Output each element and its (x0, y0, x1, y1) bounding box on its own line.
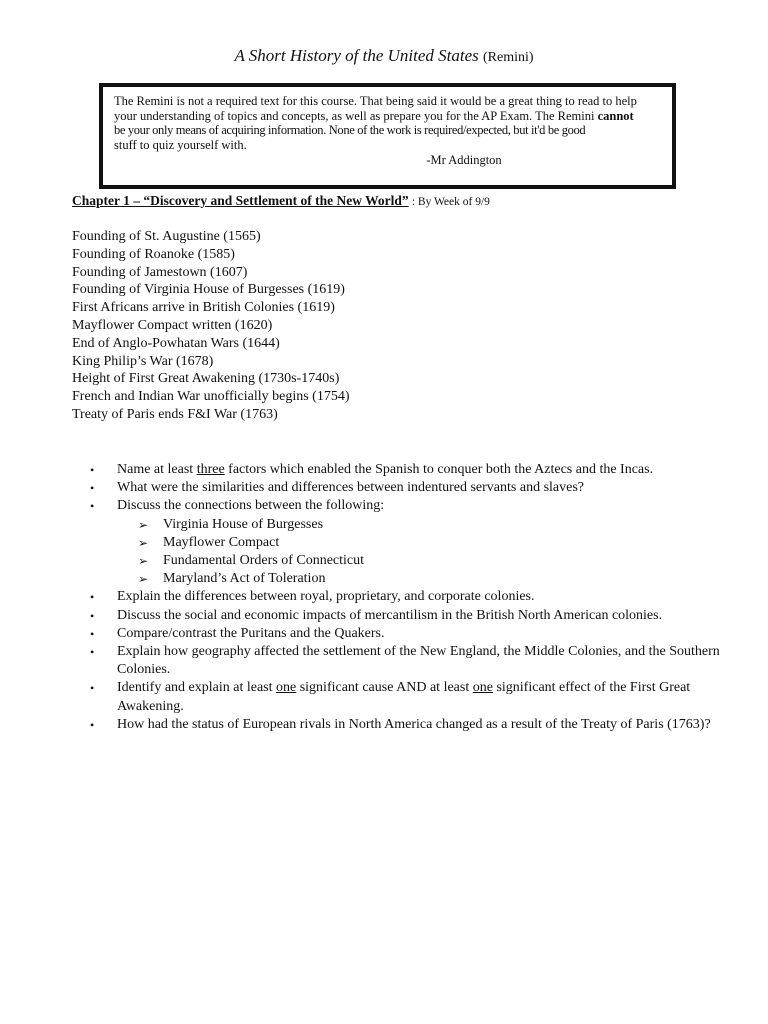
timeline-event: King Philip’s War (1678) (72, 353, 214, 369)
question-item (90, 479, 730, 497)
note-text: your understanding of topics and concepts, as well as prepare you for the AP Exam. The Remini (114, 108, 598, 123)
question-emphasis: one (276, 680, 297, 696)
bullet-icon: • (90, 499, 95, 514)
question-text: Compare/contrast the Puritans and the Quakers. (117, 625, 385, 641)
sub-topic-text: Maryland’s Act of Toleration (163, 571, 326, 587)
question-text: Explain the differences between royal, proprietary, and corporate colonies. (117, 589, 535, 605)
timeline-event: French and Indian War unofficially begins (1754) (72, 389, 350, 405)
question-item (90, 461, 730, 479)
question-text: What were the similarities and differences between indentured servants and slaves? (117, 480, 585, 496)
note-line: be your only means of acquiring information. None of the work is required/expected, but it'd be good (114, 123, 586, 138)
question-text: Name at least (117, 462, 197, 477)
question-emphasis: three (196, 462, 225, 477)
sub-topic-item (90, 516, 730, 534)
question-item (90, 497, 730, 515)
timeline-event: First Africans arrive in British Colonies (1619) (72, 300, 335, 316)
question-text: factors which enabled the Spanish to conquer both the Aztecs and the Incas. (224, 462, 654, 477)
bullet-icon: • (90, 626, 95, 641)
question-item (90, 607, 730, 625)
question-item (90, 716, 730, 734)
timeline-event: Mayflower Compact written (1620) (72, 317, 273, 333)
timeline-events-list (72, 228, 350, 424)
question-text: Identify and explain at least (117, 680, 276, 696)
sub-topic-item (90, 534, 730, 552)
timeline-event: Founding of Roanoke (1585) (72, 246, 235, 262)
chapter-title: Chapter 1 – “Discovery and Settlement of the New World” (72, 193, 409, 208)
bullet-icon: • (90, 608, 95, 623)
bullet-icon: • (90, 681, 95, 696)
teacher-note-box (99, 83, 676, 189)
question-text: Discuss the connections between the following: (117, 498, 385, 514)
note-line (114, 109, 664, 124)
chapter-heading (72, 193, 490, 209)
sub-topic-item (90, 570, 730, 588)
note-signature: -Mr Addington (426, 152, 502, 167)
timeline-event: Height of First Great Awakening (1730s-1740s) (72, 371, 340, 387)
bullet-icon: • (90, 481, 95, 496)
sub-topic-text: Mayflower Compact (163, 534, 280, 550)
note-line: stuff to quiz yourself with. (114, 138, 247, 153)
book-title: A Short History of the United States (234, 46, 479, 65)
timeline-event: End of Anglo-Powhatan Wars (1644) (72, 335, 280, 351)
question-emphasis: one (472, 680, 493, 696)
question-text: How had the status of European rivals in North America changed as a result of the Treaty of Paris (1763)? (117, 716, 711, 732)
arrow-bullet-icon: ➢ (138, 517, 149, 532)
question-text: Discuss the social and economic impacts of mercantilism in the British North American colonies. (117, 607, 663, 623)
bullet-icon: • (90, 463, 95, 477)
question-text: Explain how geography affected the settlement of the New England, the Middle Colonies, and the Southern Colonies. (117, 644, 720, 678)
timeline-event: Founding of St. Augustine (1565) (72, 229, 261, 244)
bullet-icon: • (90, 717, 95, 732)
question-item (90, 679, 730, 715)
question-item (90, 643, 730, 679)
arrow-bullet-icon: ➢ (138, 554, 149, 569)
bullet-icon: • (90, 645, 95, 660)
bullet-icon: • (90, 590, 95, 605)
sub-topic-text: Virginia House of Burgesses (163, 516, 324, 532)
arrow-bullet-icon: ➢ (138, 572, 149, 587)
chapter-due-date: : By Week of 9/9 (411, 196, 490, 208)
sub-topic-text: Fundamental Orders of Connecticut (163, 553, 365, 569)
note-line: The Remini is not a required text for this course. That being said it would be a great thing to read to help (114, 94, 637, 108)
arrow-bullet-icon: ➢ (138, 535, 149, 550)
question-text: significant cause AND at least (296, 680, 473, 696)
question-text: significant effect of the First Great Awakening. (117, 680, 691, 714)
book-author: (Remini) (483, 50, 534, 65)
note-emphasis: cannot (597, 108, 634, 123)
sub-topic-item (90, 552, 730, 570)
timeline-event: Treaty of Paris ends F&I War (1763) (72, 406, 278, 422)
page-title (0, 46, 768, 66)
study-questions-list (90, 461, 730, 734)
question-item (90, 625, 730, 643)
timeline-event: Founding of Virginia House of Burgesses (1619) (72, 282, 345, 298)
question-item (90, 588, 730, 606)
timeline-event: Founding of Jamestown (1607) (72, 264, 248, 280)
